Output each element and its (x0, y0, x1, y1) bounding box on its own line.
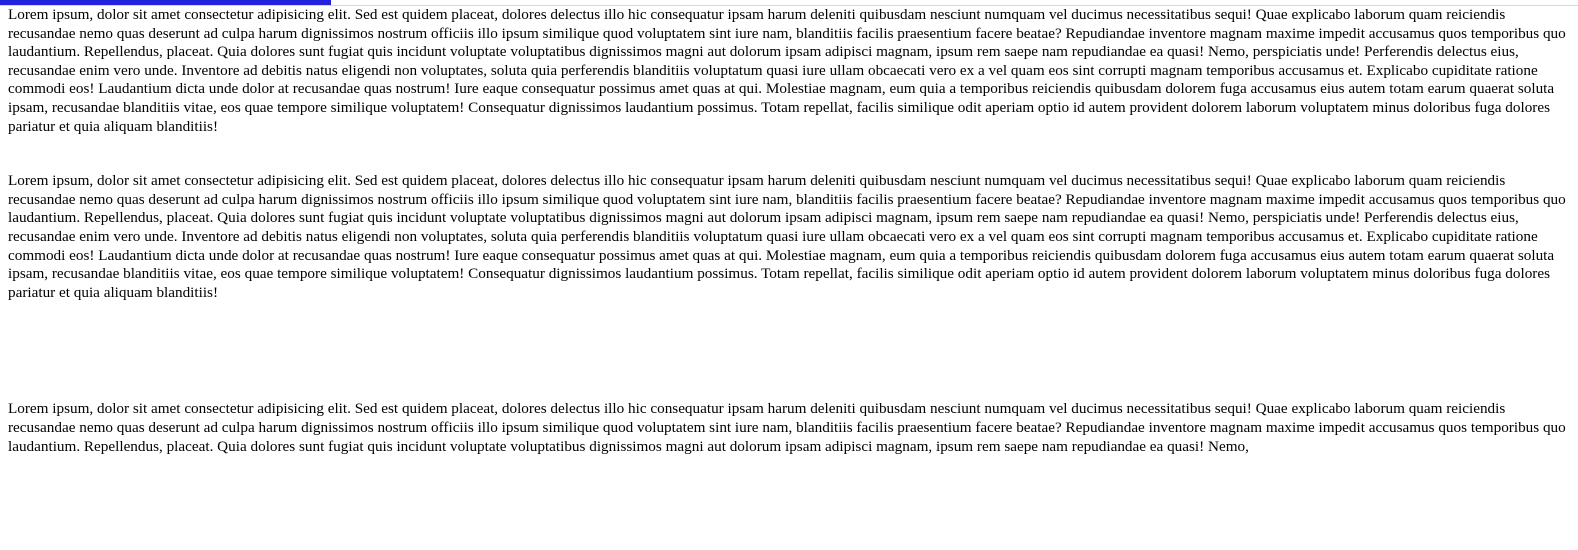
paragraph-3: Lorem ipsum, dolor sit amet consectetur adipisicing elit. Sed est quidem placeat, dolores delectus illo hic consequatur ipsam harum deleniti quibusdam nesciunt numquam vel ducimus necessitatibus sequi! Quae explicabo laborum quam reiciendis recusandae nemo quas deserunt ad culpa harum dignissimos nostrum officiis illo ipsum similique quod voluptatem sint iure nam, blanditiis facilis praesentium facere beatae? Repudiandae inventore magnam maxime impedit accusamus quos temporibus quo laudantium. Repellendus, placeat. Quia dolores sunt fugiat quis incidunt voluptate voluptatibus dignissimos magni aut dolorum ipsam adipisci magnam, ipsum rem saepe nam repudiandae ea quasi! Nemo, (8, 400, 1566, 455)
reading-progress-fill (0, 0, 331, 5)
paragraph-1: Lorem ipsum, dolor sit amet consectetur adipisicing elit. Sed est quidem placeat, dolores delectus illo hic consequatur ipsam harum deleniti quibusdam nesciunt numquam vel ducimus necessitatibus sequi! Quae explicabo laborum quam reiciendis recusandae nemo quas deserunt ad culpa harum dignissimos nostrum officiis illo ipsum similique quod voluptatem sint iure nam, blanditiis facilis praesentium facere beatae? Repudiandae inventore magnam maxime impedit accusamus quos temporibus quo laudantium. Repellendus, placeat. Quia dolores sunt fugiat quis incidunt voluptate voluptatibus dignissimos magni aut dolorum ipsam adipisci magnam, ipsum rem saepe nam repudiandae ea quasi! Nemo, perspiciatis unde! Perferendis delectus eius, recusandae enim vero unde. Inventore ad debitis natus eligendi non voluptates, soluta quia perferendis blanditiis voluptatum quasi iure ullam obcaecati vero ex a vel quam eos sint corrupti magnam temporibus accusamus et. Explicabo cupiditate ratione commodi eos! Laudantium dicta unde dolor at recusandae quas nostrum! Iure eaque consequatur possimus amet quas at qui. Molestiae magnam, eum quia a temporibus reiciendis quibusdam dolorem fuga accusamus eius autem totam earum quaerat soluta ipsam, recusandae blanditiis vitae, eos quae tempore similique voluptatem! Consequatur dignissimos laudantium possimus. Totam repellat, facilis similique odit aperiam optio id autem provident dolorem laborum voluptatem minus doloribus fuga dolores pariatur et quia aliquam blanditiis! (8, 6, 1566, 135)
paragraph-spacer (8, 302, 1570, 400)
document-content (0, 6, 1578, 456)
paragraph-spacer (8, 136, 1570, 172)
paragraph-2: Lorem ipsum, dolor sit amet consectetur adipisicing elit. Sed est quidem placeat, dolores delectus illo hic consequatur ipsam harum deleniti quibusdam nesciunt numquam vel ducimus necessitatibus sequi! Quae explicabo laborum quam reiciendis recusandae nemo quas deserunt ad culpa harum dignissimos nostrum officiis illo ipsum similique quod voluptatem sint iure nam, blanditiis facilis praesentium facere beatae? Repudiandae inventore magnam maxime impedit accusamus quos temporibus quo laudantium. Repellendus, placeat. Quia dolores sunt fugiat quis incidunt voluptate voluptatibus dignissimos magni aut dolorum ipsam adipisci magnam, ipsum rem saepe nam repudiandae ea quasi! Nemo, perspiciatis unde! Perferendis delectus eius, recusandae enim vero unde. Inventore ad debitis natus eligendi non voluptates, soluta quia perferendis blanditiis voluptatum quasi iure ullam obcaecati vero ex a vel quam eos sint corrupti magnam temporibus accusamus et. Explicabo cupiditate ratione commodi eos! Laudantium dicta unde dolor at recusandae quas nostrum! Iure eaque consequatur possimus amet quas at qui. Molestiae magnam, eum quia a temporibus reiciendis quibusdam dolorem fuga accusamus eius autem totam earum quaerat soluta ipsam, recusandae blanditiis vitae, eos quae tempore similique voluptatem! Consequatur dignissimos laudantium possimus. Totam repellat, facilis similique odit aperiam optio id autem provident dolorem laborum voluptatem minus doloribus fuga dolores pariatur et quia aliquam blanditiis! (8, 172, 1566, 301)
reading-progress-bar (0, 0, 1578, 6)
